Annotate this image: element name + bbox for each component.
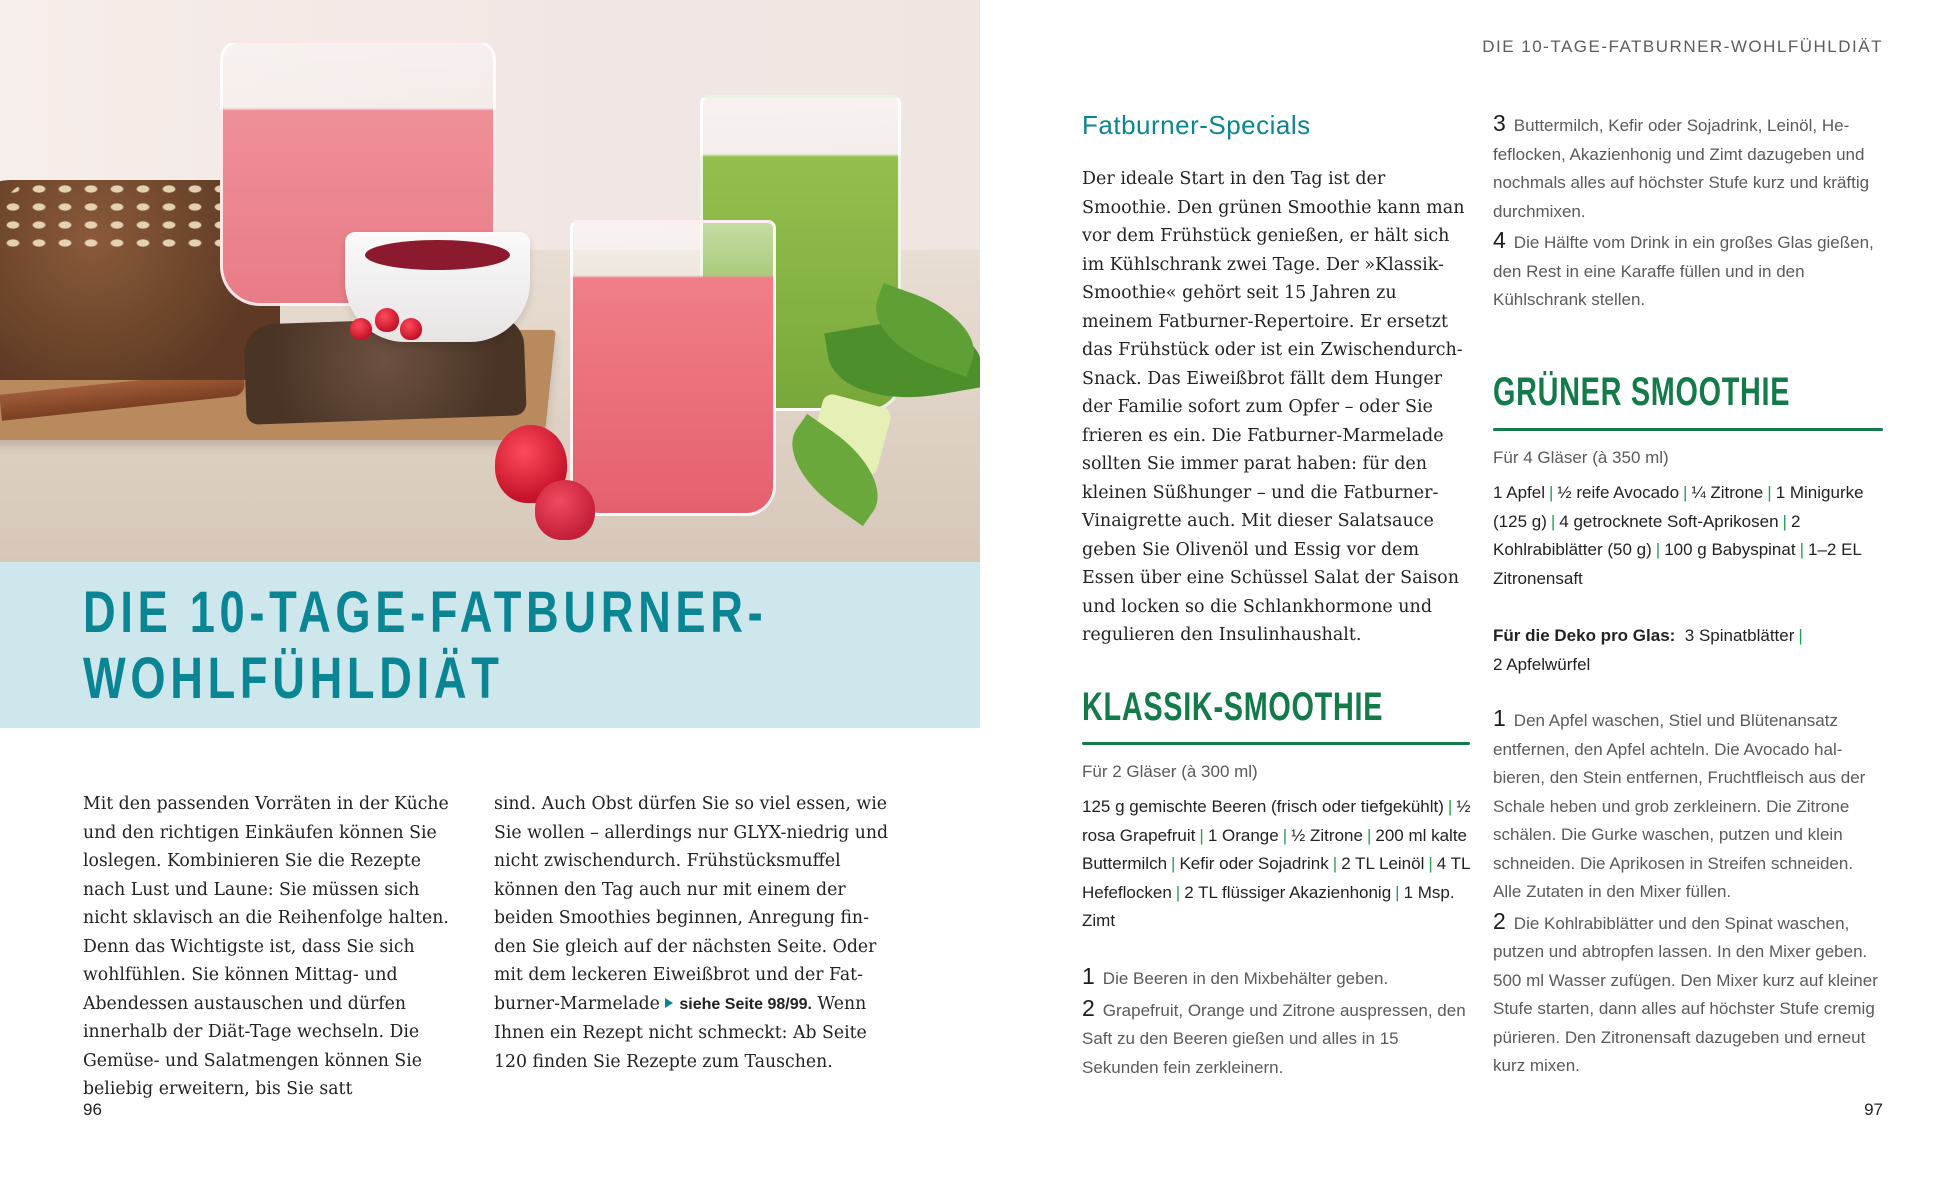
chapter-title-line2: WOHLFÜHLDIÄT bbox=[83, 646, 504, 711]
recipe-title-klassik: KLASSIK-SMOOTHIE bbox=[1082, 685, 1384, 729]
deko-label: Für die Deko pro Glas: bbox=[1493, 626, 1676, 645]
section-title: Fatburner-Specials bbox=[1082, 110, 1311, 140]
deko-item: 2 Apfelwürfel bbox=[1493, 654, 1591, 674]
ingredient: 4 TL Hefeflocken bbox=[1082, 854, 1470, 902]
page-cross-reference[interactable]: siehe Seite 98/99. bbox=[665, 996, 812, 1013]
step: 1 Die Beeren in den Mixbehälter geben. bbox=[1082, 963, 1389, 989]
steps-gruener bbox=[1493, 704, 1885, 1081]
recipe-rule-gruener bbox=[1493, 428, 1883, 431]
recipe-title-gruener: GRÜNER SMOOTHIE bbox=[1493, 370, 1791, 414]
ingredient: 4 getrocknete Soft-Aprikosen bbox=[1559, 511, 1779, 531]
deko-item: 3 Spinatblätter bbox=[1684, 626, 1795, 645]
deko-gruener: Für die Deko pro Glas: 3 Spinatblätter | 2 Apfelwürfel bbox=[1493, 626, 1803, 674]
smoothie-photo bbox=[0, 0, 980, 562]
ingredients-klassik: 125 g gemischte Beeren (frisch oder tiefgekühlt) | ½ rosa Grapefruit | 1 Orange | ½ Zitrone | 200 ml kalte Buttermilch | Kefir oder Sojadrink | 2 TL Leinöl | 4 TL Hefeflocken | 2 TL flüssiger Akazienhonig | 1 Msp. Zimt bbox=[1082, 797, 1471, 930]
ingredient: ½ Zitrone bbox=[1291, 825, 1363, 845]
left-body-column-1 bbox=[83, 790, 468, 1104]
steps-klassik-continued bbox=[1493, 109, 1885, 315]
page-number-right: 97 bbox=[1864, 1100, 1883, 1119]
ingredient: 1 Msp. Zimt bbox=[1082, 882, 1455, 930]
left-col1-text: Mit den passenden Vorräten in der Küche und den richtigen Einkäufen können Sie loslegen. Kombinieren Sie die Rezepte nach Lust und Laune: Sie müssen sich nicht sklavisch an die Reihenfolge halten. Denn das Wichtigste ist, dass Sie sich wohlfühlen. Sie können Mittag- und Abendessen austauschen und dürfen innerhalb der Diät-Tage wechseln. Die Gemüse- und Salatmengen können Sie beliebig erweitern, bis Sie satt bbox=[83, 794, 449, 1099]
ingredient: ½ reife Avocado bbox=[1557, 483, 1680, 502]
intro-text: Der ideale Start in den Tag ist der Smoothie. Den grünen Smoothie kann man vor dem Frühstück genießen, er hält sich im Kühlschrank zwei Tage. Der »Klassik-Smoothie« gehört seit 15 Jahren zu meinem Fatburner-Repertoire. Er ersetzt das Frühstück oder ist ein Zwischendurch-Snack. Das Eiweißbrot fällt dem Hunger der Familie sofort zum Opfer – oder Sie frieren es ein. Die Fatburner-Marmelade sollten Sie immer parat haben: für den kleinen Süßhunger – und die Fatburner-Vinaigrette auch. Mit dieser Salatsauce geben Sie Olivenöl und Essig vor dem Essen über eine Schüssel Salat der Saison und locken so die Schlankhormone und regulieren den Insulinhaushalt. bbox=[1082, 169, 1465, 645]
ingredient: 1 Orange bbox=[1207, 825, 1279, 845]
step: 1 Den Apfel waschen, Stiel und Blütenansatz entfernen, den Apfel achteln. Die Avocado halbieren, den Stein entfernen, Fruchtfleisch aus der Schale heben und grob zerkleinern. Die Zitrone schälen. Die Gurke waschen, putzen und klein schneiden. Die Aprikosen in Streifen schneiden. Alle Zutaten in den Mixer füllen. bbox=[1493, 705, 1866, 901]
ingredient: 125 g gemischte Beeren (frisch oder tiefgekühlt) bbox=[1082, 797, 1444, 816]
title-band bbox=[0, 562, 980, 728]
ingredient: 2 Kohlrabiblätter (50 g) bbox=[1493, 511, 1801, 559]
triangle-arrow-icon bbox=[665, 998, 673, 1008]
left-body-column-2 bbox=[494, 790, 890, 1076]
page-number-left: 96 bbox=[83, 1100, 102, 1119]
chapter-title bbox=[83, 580, 767, 712]
ingredient: Kefir oder Sojadrink bbox=[1179, 854, 1329, 873]
ingredients-gruener: 1 Apfel | ½ reife Avocado | ¼ Zitrone | 1 Minigurke (125 g) | 4 getrocknete Soft-Aprikosen | 2 Kohlrabiblätter (50 g) | 100 g Babyspinat | 1–2 EL Zitronensaft bbox=[1493, 483, 1864, 588]
step: 2 Grapefruit, Orange und Zitrone auspressen, den Saft zu den Beeren gießen und alles in 15 Sekunden fein zerkleinern. bbox=[1082, 994, 1466, 1077]
ingredient: ¼ Zitrone bbox=[1691, 483, 1764, 502]
ingredient: 100 g Babyspinat bbox=[1664, 540, 1796, 559]
ingredient: 2 TL Leinöl bbox=[1341, 854, 1425, 873]
recipe-yield-gruener: Für 4 Gläser (à 350 ml) bbox=[1493, 448, 1669, 467]
recipe-yield-klassik: Für 2 Gläser (à 300 ml) bbox=[1082, 762, 1258, 781]
steps-klassik bbox=[1082, 962, 1472, 1082]
recipe-rule-klassik bbox=[1082, 742, 1470, 745]
left-col2-text: sind. Auch Obst dürfen Sie so viel essen, wie Sie wollen – allerdings nur GLYX-niedrig und nicht zwischendurch. Frühstücksmuffel können den Tag auch nur mit einem der beiden Smoothies beginnen, Anregung finden Sie gleich auf der nächsten Seite. Oder mit dem leckeren Eiweißbrot und der Fatburner-Marmelade siehe Seite 98/99. Wenn Ihnen ein Rezept nicht schmeckt: Ab Seite 120 finden Sie Rezepte zum Tauschen. bbox=[494, 794, 889, 1072]
ingredient: 1–2 EL Zitronensaft bbox=[1493, 540, 1862, 588]
ingredient: 2 TL flüssiger Akazienhonig bbox=[1184, 882, 1392, 902]
running-head: DIE 10-TAGE-FATBURNER-WOHLFÜHLDIÄT bbox=[1482, 37, 1883, 56]
ingredient: 200 ml kalte Buttermilch bbox=[1082, 825, 1468, 873]
step: 2 Die Kohlrabiblätter und den Spinat waschen, putzen und abtropfen lassen. In den Mixer geben. 500 ml Wasser zufügen. Den Mixer kurz auf kleiner Stufe starten, dann alles auf höchster Stufe cremig pürieren. Den Zitronensaft dazugeben und erneut kurz mixen. bbox=[1493, 907, 1878, 1075]
right-page bbox=[974, 0, 1948, 1181]
ingredient: ½ rosa Grapefruit bbox=[1082, 797, 1471, 845]
ingredient: 1 Apfel bbox=[1493, 483, 1545, 502]
chapter-title-line1: DIE 10-TAGE-FATBURNER- bbox=[83, 580, 768, 645]
ingredient: 1 Minigurke (125 g) bbox=[1493, 483, 1864, 531]
step: 3 Buttermilch, Kefir oder Sojadrink, Leinöl, Hefeflocken, Akazienhonig und Zimt dazugeben und nochmals alles auf höchster Stufe kurz und kräftig durchmixen. bbox=[1493, 110, 1870, 221]
step: 4 Die Hälfte vom Drink in ein großes Glas gießen, den Rest in eine Karaffe füllen und in den Kühlschrank stellen. bbox=[1493, 227, 1874, 309]
